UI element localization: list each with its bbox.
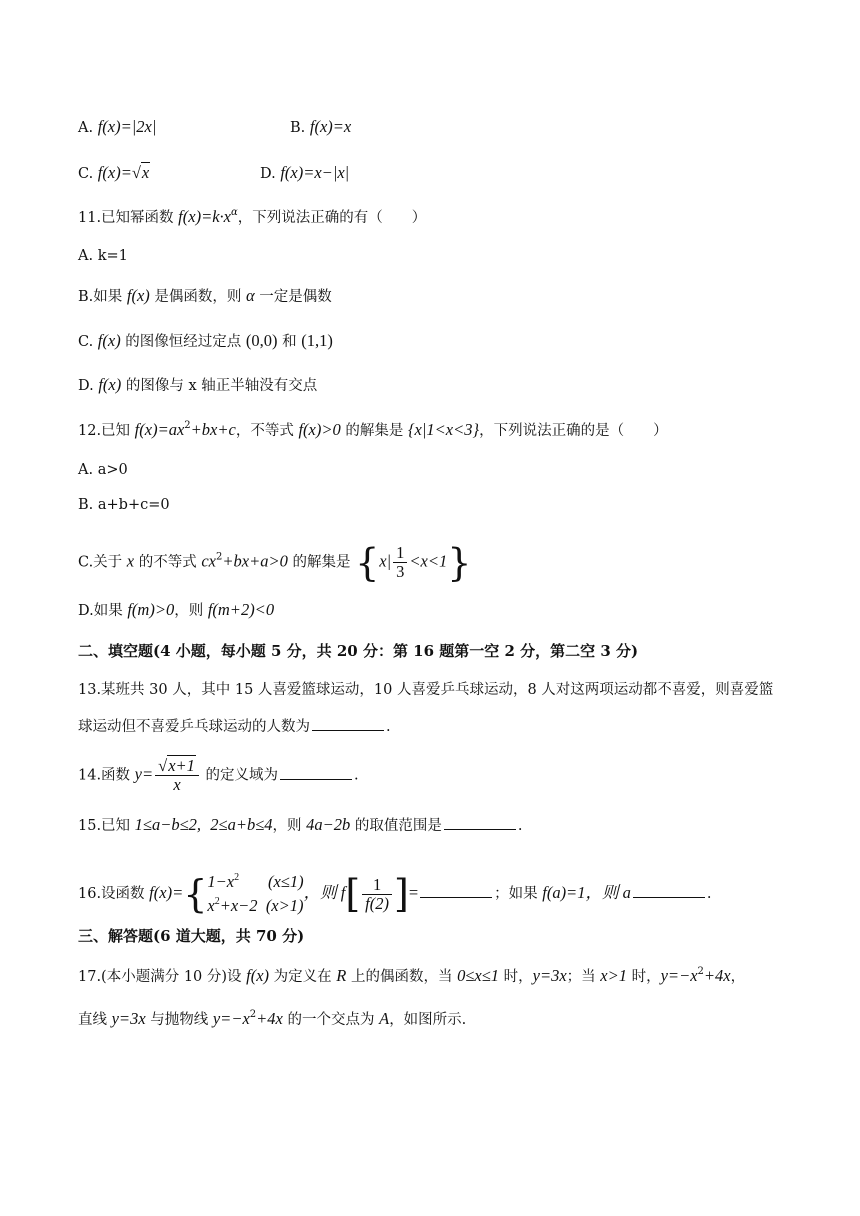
q10-option-row-cd: C. f(x)=√x D. f(x)=x−|x| xyxy=(78,163,350,182)
q12-stem-tail: ，下列说法正确的是（ ） xyxy=(479,423,668,439)
q16-frac-den: f(2) xyxy=(365,893,389,913)
q12-option-c-ineq-b: +bx+a>0 xyxy=(222,551,288,571)
q16-row2-expr-a: x xyxy=(207,896,215,915)
q17-l2-pre: 直线 xyxy=(78,1012,112,1028)
section-3-heading: 三、解答题(6 道大题，共 70 分) xyxy=(78,927,305,945)
q17-l1-y2b: +4x xyxy=(703,966,731,985)
q17-l1-y1: y=3x xyxy=(532,966,567,985)
q16-piecewise: $1-x^2$ (x≤1) $x^2+x-2$ (x>1) xyxy=(207,872,304,915)
q12-stem-expr1: f(x)=ax xyxy=(134,420,185,439)
q12-option-d-expr2: f(m+2)<0 xyxy=(207,600,275,619)
q16: 16.设函数 f(x)={ $1-x^2$ (x≤1) $x^2+x-2$ (x>1) ，则 f[ $\frac{1}{f(2)}$ ]= ；如果 f(a)=1，则 a . xyxy=(78,872,712,916)
q11-stem-text: 11.已知幂函数 xyxy=(78,210,179,226)
q16-fx: f(x)= xyxy=(149,883,184,902)
q10-option-a-label: A. xyxy=(78,120,94,136)
q17-l1-R: R xyxy=(336,966,347,985)
q13-line2-text: 球运动但不喜爱乒乓球运动的人数为 xyxy=(78,719,310,735)
section-2-heading: 二、填空题(4 小题，每小题 5 分，共 20 分：第 16 题第一空 2 分，第二空 3 分) xyxy=(78,642,639,660)
q11-option-d-expr: f(x) xyxy=(98,375,122,394)
q12-stem-set: {x|1<x<3} xyxy=(407,420,480,439)
q16-mid3: ，则 a xyxy=(585,883,631,902)
q12-option-d xyxy=(78,600,274,621)
q12-option-c-x: x xyxy=(126,551,135,571)
q15-expr: 4a−2b xyxy=(306,815,351,834)
q11-option-c-point2: (1,1) xyxy=(301,331,333,350)
q14-pre: 14.函数 xyxy=(78,767,135,784)
q17-l1-fx: f(x) xyxy=(246,966,270,985)
q16-answer-blank-1[interactable] xyxy=(420,883,492,898)
q12-option-c-set-tail: <x<1 xyxy=(409,551,448,571)
q11-option-c-and: 和 xyxy=(277,334,302,350)
q16-answer-blank-2[interactable] xyxy=(633,883,705,898)
q12-option-c-mid: 的不等式 xyxy=(134,554,202,571)
q11-option-c-pre: C. xyxy=(78,334,98,350)
q14-end: . xyxy=(354,767,359,784)
q16-mid2: ；如果 xyxy=(494,886,543,902)
q15-post: 的取值范围是 xyxy=(350,818,442,834)
q15-end: . xyxy=(517,818,523,834)
q16-row2-cond: (x>1) xyxy=(265,896,304,915)
q14 xyxy=(78,757,359,794)
q12-option-c-pre: C.关于 xyxy=(78,554,127,571)
q17-l2-A: A xyxy=(379,1009,390,1028)
q10-option-row-ab xyxy=(78,117,352,138)
q17-l1-c: 时， xyxy=(499,969,533,985)
q10-option-b-expr: f(x)=x xyxy=(309,117,352,136)
q12-option-d-pre: D.如果 xyxy=(78,603,128,619)
q16-row1-cond: (x≤1) xyxy=(267,872,304,891)
q12-stem-mid2: 的解集是 xyxy=(340,423,408,439)
q14-post: 的定义域为 xyxy=(200,767,279,784)
q11-option-d xyxy=(78,375,317,396)
q12-stem: 12.已知 $f(x)=ax^2+bx+c$，不等式 f(x)>0 的解集是 {x|1<x<3}，下列说法正确的是（ ） xyxy=(78,420,668,439)
q17-l2-y1: y=3x xyxy=(111,1009,146,1028)
q10-option-c-expr: f(x)= xyxy=(97,163,132,182)
q16-pre: 16.设函数 xyxy=(78,886,150,902)
q17-line1: 17.(本小题满分 10 分)设 f(x) 为定义在 R 上的偶函数，当 0≤x≤1 时，y=3x；当 x>1 时，$y=-x^2+4x$， xyxy=(78,966,746,985)
q11-stem-exponent: α xyxy=(230,207,238,218)
q13-line2 xyxy=(78,716,391,737)
q12-option-d-mid: ，则 xyxy=(174,603,208,619)
q11-stem xyxy=(78,207,426,228)
q17-l2-c: ，如图所示. xyxy=(389,1012,467,1028)
q17-line2: 直线 y=3x 与抛物线 $y=-x^2+4x$ 的一个交点为 A，如图所示. xyxy=(78,1009,467,1028)
q16-fraction xyxy=(362,876,392,913)
q16-cond: f(a)=1 xyxy=(542,883,586,902)
q11-option-b-expr: f(x) xyxy=(126,286,150,305)
q10-option-a-expr: f(x)=|2x| xyxy=(97,117,157,136)
q15-pre: 15.已知 xyxy=(78,818,135,834)
q17-l2-y2b: +4x xyxy=(256,1009,283,1028)
q11-option-b xyxy=(78,286,332,307)
q17-l2-y2a: y=−x xyxy=(212,1009,250,1028)
q15-answer-blank[interactable] xyxy=(444,815,516,830)
q14-answer-blank[interactable] xyxy=(280,765,352,780)
q14-fraction: $\frac{√x+1}{x}$ xyxy=(155,757,199,794)
q15 xyxy=(78,815,522,836)
q12-option-c-fraction xyxy=(393,544,407,581)
q13-line1: 13.某班共 30 人，其中 15 人喜爱篮球运动，10 人喜爱乒乓球运动，8 人对这两项运动都不喜爱，则喜爱篮 xyxy=(78,682,774,698)
q16-end: . xyxy=(706,886,712,902)
q17-l1-cond2: x>1 xyxy=(600,966,627,985)
q16-mid: ，则 f xyxy=(303,883,346,902)
q12-option-c-frac-num: 1 xyxy=(393,544,407,563)
q10-option-c-radicand: x xyxy=(141,163,150,182)
q14-frac-den: x xyxy=(173,775,181,794)
q11-option-c-expr: f(x) xyxy=(97,331,121,350)
q12-stem-expr2: f(x)>0 xyxy=(298,420,341,439)
q17-l1-d: ；当 xyxy=(566,969,601,985)
q10-option-d-label: D. xyxy=(260,166,276,182)
q16-row1-expr: 1−x xyxy=(207,872,235,891)
q17-l1-f: ， xyxy=(730,969,746,985)
q16-row2-expr-b: +x−2 xyxy=(219,896,258,915)
q12-option-b-text: B. a+b+c=0 xyxy=(78,497,170,513)
q17-l1-e: 时， xyxy=(627,969,661,985)
q12-option-d-expr1: f(m)>0 xyxy=(127,600,175,619)
q12-stem-expr1b: +bx+c xyxy=(190,420,236,439)
q11-option-b-post: 一定是偶数 xyxy=(254,289,332,305)
q17-l1-b: 上的偶函数，当 xyxy=(346,969,458,985)
q12-option-c-mid2: 的解集是 xyxy=(287,554,356,571)
q15-mid: ，则 xyxy=(272,818,307,834)
q14-frac-num: x+1 xyxy=(168,756,195,775)
q10-option-b-label: B. xyxy=(290,120,306,136)
q15-cond2: 2≤a+b≤4 xyxy=(210,815,273,834)
q12-option-c: C.关于 x 的不等式 $cx^2+bx+a>0$ 的解集是 {x| $\frac{1}{3}$ <x<1} xyxy=(78,540,472,585)
q11-option-c-mid: 的图像恒经过定点 xyxy=(120,334,246,350)
q11-option-c-point1: (0,0) xyxy=(245,331,278,350)
q13-answer-blank[interactable] xyxy=(312,716,384,731)
q14-y: y= xyxy=(134,764,154,784)
q11-option-a-text: A. k=1 xyxy=(78,248,128,264)
q12-option-c-set-x: x| xyxy=(379,551,392,571)
q11-option-d-pre: D. xyxy=(78,378,99,394)
q12-option-c-ineq-a: cx xyxy=(201,551,216,571)
q12-stem-pre: 12.已知 xyxy=(78,423,135,439)
q12-option-c-frac-den: 3 xyxy=(396,562,405,581)
q15-cond1: 1≤a−b≤2, xyxy=(134,815,202,834)
q17-l1-y2a: y=−x xyxy=(660,966,698,985)
q12-option-a-text: A. a>0 xyxy=(78,462,128,478)
q11-option-b-mid: 是偶函数，则 xyxy=(149,289,246,305)
q10-option-d xyxy=(260,163,349,184)
q11-option-b-pre: B.如果 xyxy=(78,289,127,305)
q16-eq: = xyxy=(408,883,419,902)
q12-option-a xyxy=(78,460,128,480)
q12-stem-mid: ，不等式 xyxy=(235,423,299,439)
q11-stem-tail: ，下列说法正确的有（ ） xyxy=(237,210,427,226)
q17-l2-a: 与抛物线 xyxy=(145,1012,213,1028)
q12-option-b xyxy=(78,495,170,515)
q13-line2-end: . xyxy=(386,719,391,735)
q11-option-a xyxy=(78,246,128,266)
q16-frac-num: 1 xyxy=(362,876,392,895)
q11-option-d-post: 的图像与 x 轴正半轴没有交点 xyxy=(121,378,318,394)
q10-option-c-label: C. xyxy=(78,166,94,182)
q11-stem-expr: f(x)=k·x xyxy=(178,207,231,226)
q17-l1-a: 为定义在 xyxy=(269,969,337,985)
q10-option-d-expr: f(x)=x−|x| xyxy=(280,163,350,182)
q10-option-b xyxy=(290,117,351,138)
q17-l1-pre: 17.(本小题满分 10 分)设 xyxy=(78,969,247,985)
q11-option-b-alpha: α xyxy=(246,286,255,305)
q11-option-c xyxy=(78,331,333,352)
q17-l2-b: 的一个交点为 xyxy=(282,1012,380,1028)
q17-l1-cond1: 0≤x≤1 xyxy=(457,966,500,985)
